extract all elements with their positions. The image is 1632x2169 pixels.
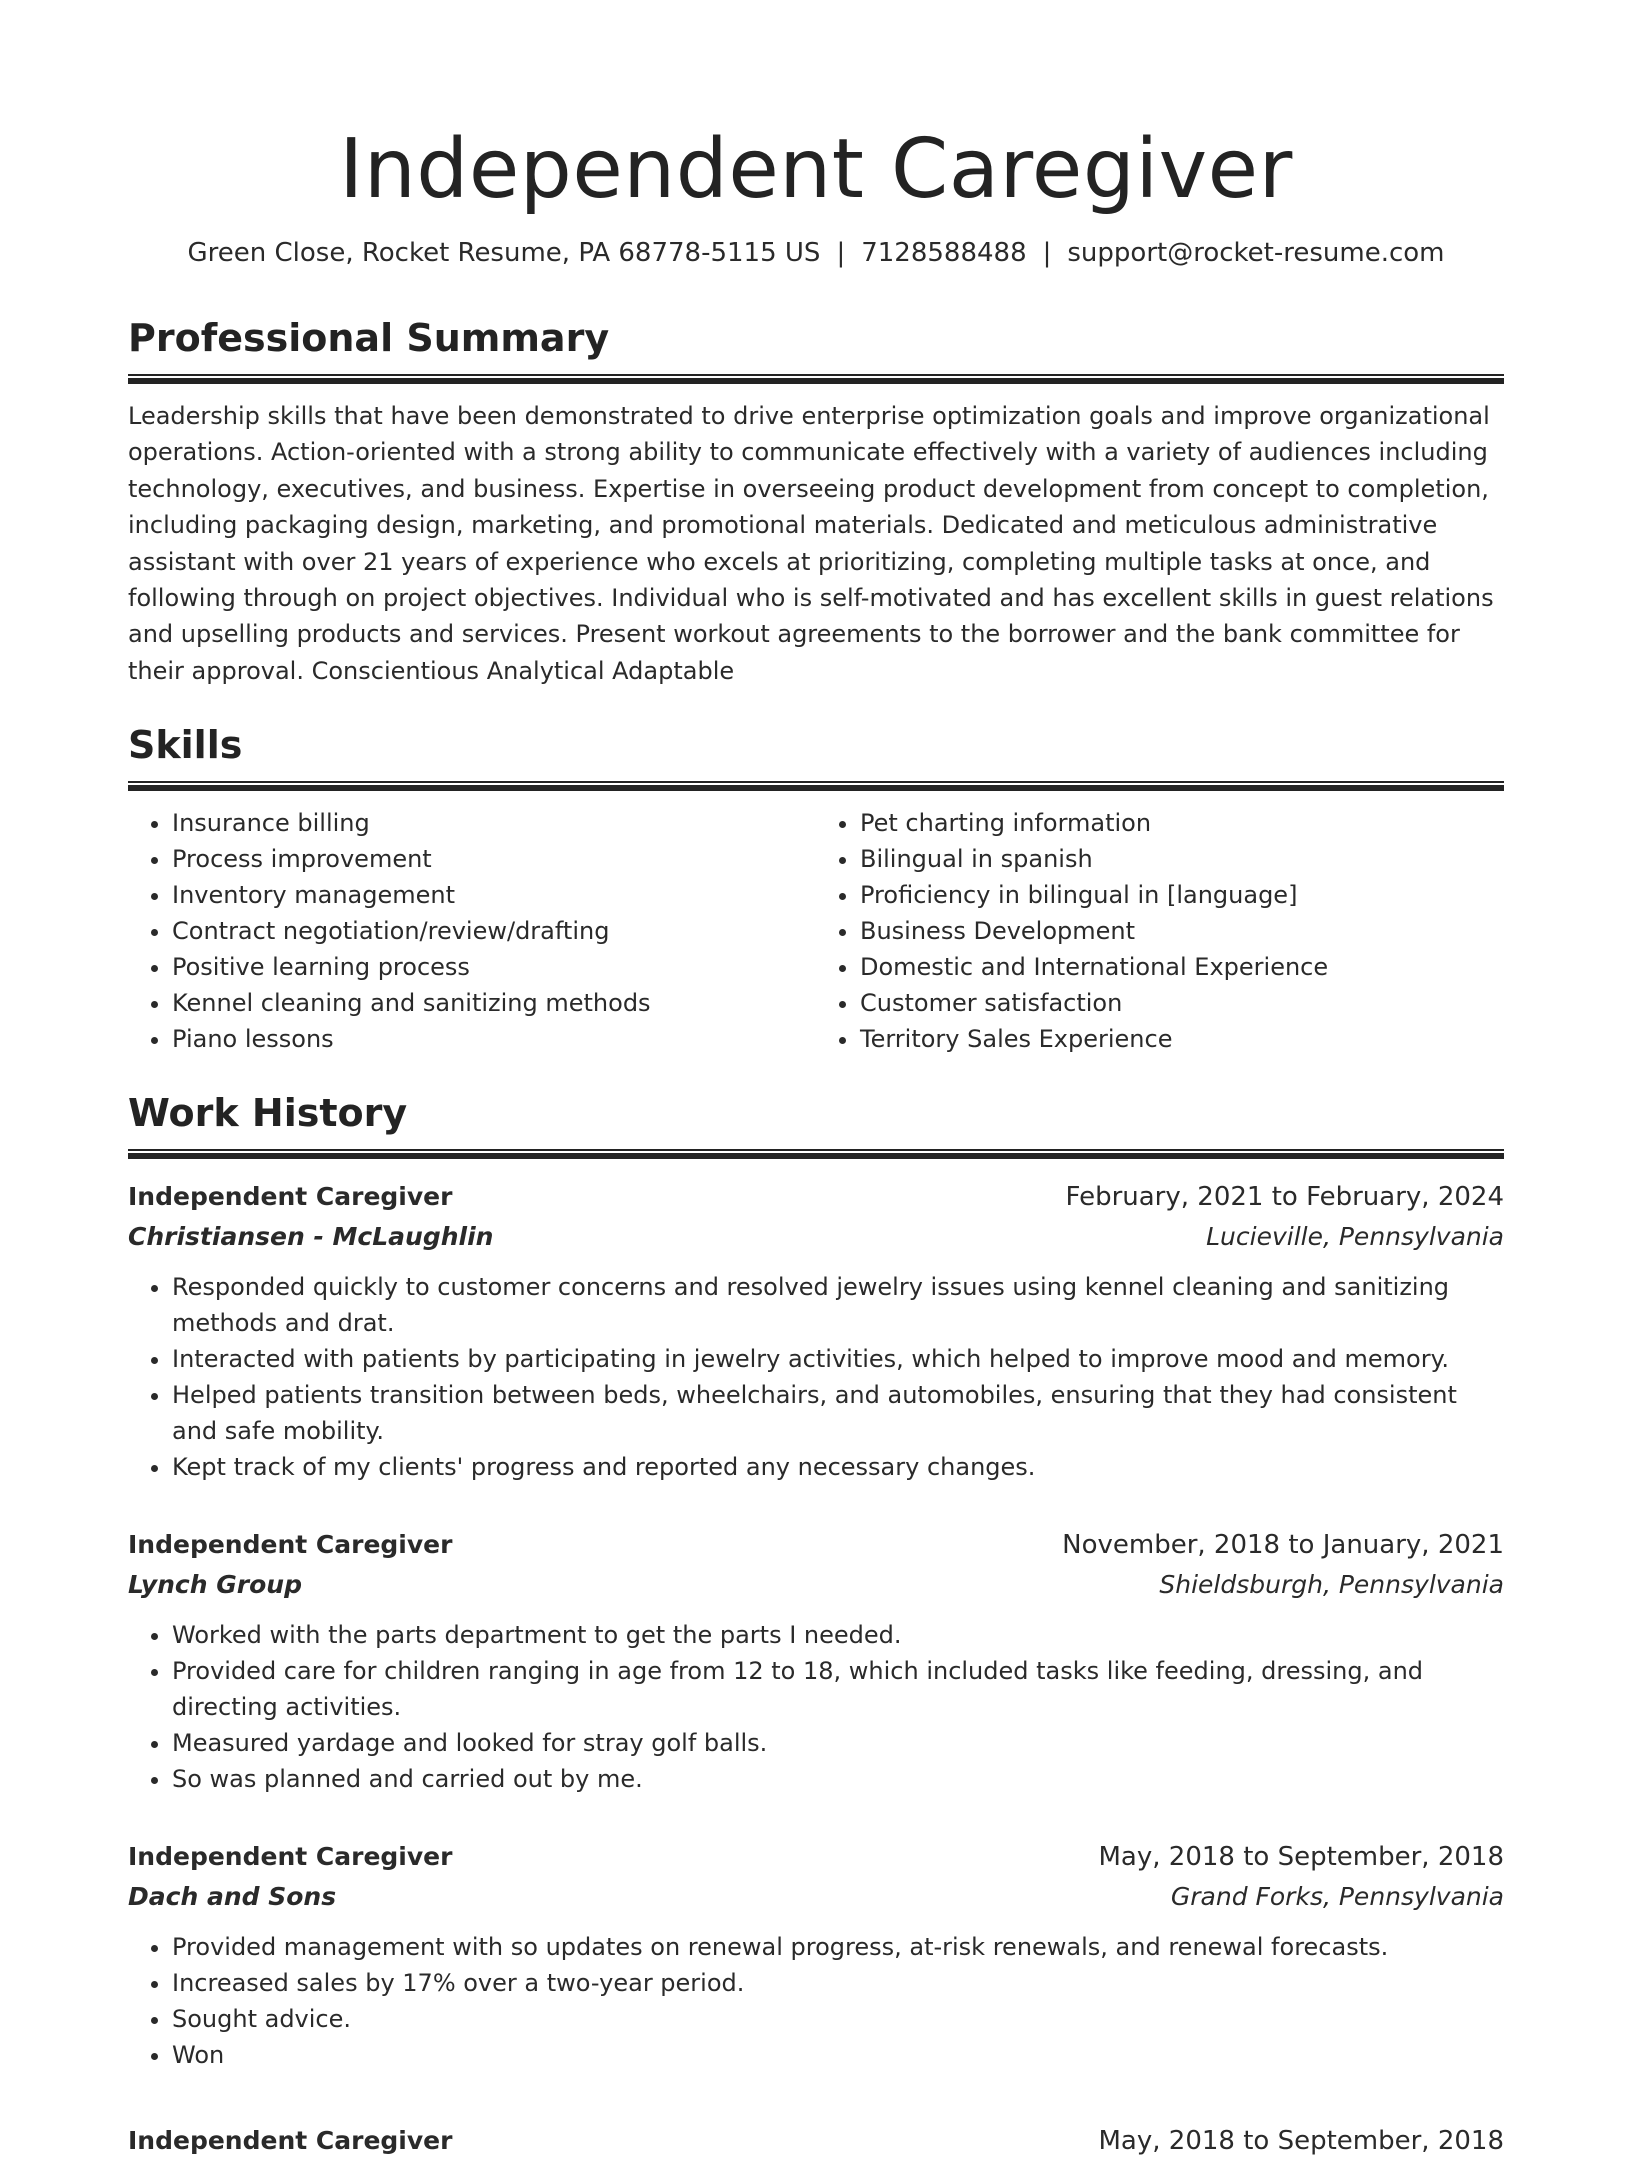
job-bullet: • Increased sales by 17% over a two-year period. [172,1965,1504,2001]
summary-text: Leadership skills that have been demonstrated to drive enterprise optimization goals and improve organizational operations. Action-oriented with a strong ability to communicate effectively with a variety of audiences including technology, executives, and business. Expertise in overseeing product development from concept to completion, including packaging design, marketing, and promotional materials. Dedicated and meticulous administrative assistant with over 21 years of experience who excels at prioritizing, completing multiple tasks at once, and following through on project objectives. Individual who is self-motivated and has excellent skills in guest relations and upselling products and services. Present workout agreements to the borrower and the bank committee for their approval. Conscientious Analytical Adaptable [128,402,1494,685]
contact-phone: 7128588488 [861,238,1027,268]
job-bullets [128,1617,1504,1797]
skill-item: • Pet charting information [860,805,1504,841]
skill-item: • Positive learning process [172,949,816,985]
job-company: Lynch Group [128,1570,302,1600]
job-subheader [128,1217,1504,1257]
skills-section [128,721,1504,1057]
skills-list-left [128,805,816,1057]
job-location: Grand Forks, Pennsylvania [1170,1882,1504,1912]
job-company: Dach and Sons [128,1882,337,1912]
skills-list-right [816,805,1504,1057]
skill-item: • Insurance billing [172,805,816,841]
candidate-name: Independent Caregiver [339,122,1293,217]
job-dates: February, 2021 to February, 2024 [1065,1182,1504,1213]
job-bullet: • Worked with the parts department to get the parts I needed. [172,1617,1504,1653]
job-dates: May, 2018 to September, 2018 [1098,1842,1504,1873]
skill-item: • Process improvement [172,841,816,877]
skills-columns [128,805,1504,1057]
contact-line [128,236,1504,270]
job-bullet: • Responded quickly to customer concerns and resolved jewelry issues using kennel cleaning and sanitizing methods and drat. [172,1269,1504,1341]
job-location: Shieldsburgh, Pennsylvania [1159,1570,1504,1600]
job-bullet: • Kept track of my clients' progress and reported any necessary changes. [172,1449,1504,1485]
job-title: Independent Caregiver [128,1182,453,1212]
job-title: Independent Caregiver [128,2126,453,2156]
job-bullets [128,1269,1504,1485]
job-header [128,1525,1504,1565]
skill-item: • Inventory management [172,877,816,913]
skill-item: • Bilingual in spanish [860,841,1504,877]
job-bullet: • Provided care for children ranging in age from 12 to 18, which included tasks like feeding, dressing, and directing activities. [172,1653,1504,1725]
skill-item: • Customer satisfaction [860,985,1504,1021]
contact-separator: | [1042,238,1052,268]
job-bullet: • Measured yardage and looked for stray golf balls. [172,1725,1504,1761]
skill-item: • Contract negotiation/review/drafting [172,913,816,949]
skill-item: • Kennel cleaning and sanitizing methods [172,985,816,1021]
job-bullets [128,1929,1504,2073]
skill-item: • Proficiency in bilingual in [language] [860,877,1504,913]
skill-item: • Territory Sales Experience [860,1021,1504,1057]
section-divider [128,374,1504,384]
job-entry [128,1177,1504,1485]
job-bullet: • Helped patients transition between beds, wheelchairs, and automobiles, ensuring that they had consistent and safe mobility. [172,1377,1504,1449]
section-title-summary: Professional Summary [128,316,610,360]
job-dates: November, 2018 to January, 2021 [1062,1530,1504,1561]
skill-item: • Domestic and International Experience [860,949,1504,985]
professional-summary-section [128,314,1504,689]
job-subheader [128,1877,1504,1917]
job-title: Independent Caregiver [128,1842,453,1872]
job-company: Christiansen - McLaughlin [128,1222,494,1252]
work-history-section [128,1089,1504,2157]
job-bullet: • Interacted with patients by participating in jewelry activities, which helped to improve mood and memory. [172,1341,1504,1377]
job-header [128,1177,1504,1217]
section-divider [128,1149,1504,1159]
job-dates: May, 2018 to September, 2018 [1098,2126,1504,2157]
job-header [128,1837,1504,1877]
job-title: Independent Caregiver [128,1530,453,1560]
section-title-work: Work History [128,1091,408,1136]
job-bullet: • Won [172,2037,1504,2073]
resume-page [128,0,1504,2157]
job-bullet: • Sought advice. [172,2001,1504,2037]
skill-item: • Piano lessons [172,1021,816,1057]
job-entry [128,1525,1504,1797]
job-bullet: • So was planned and carried out by me. [172,1761,1504,1797]
job-location: Lucieville, Pennsylvania [1206,1222,1504,1252]
contact-email: support@rocket-resume.com [1067,238,1445,268]
section-divider [128,781,1504,791]
job-subheader [128,1565,1504,1605]
job-header-cut-off [128,2113,1504,2157]
skill-item: • Business Development [860,913,1504,949]
job-bullet: • Provided management with so updates on renewal progress, at-risk renewals, and renewal forecasts. [172,1929,1504,1965]
section-title-skills: Skills [128,723,243,768]
contact-address: Green Close, Rocket Resume, PA 68778-5115 US [187,238,821,268]
contact-separator: | [836,238,846,268]
job-entry [128,1837,1504,2073]
